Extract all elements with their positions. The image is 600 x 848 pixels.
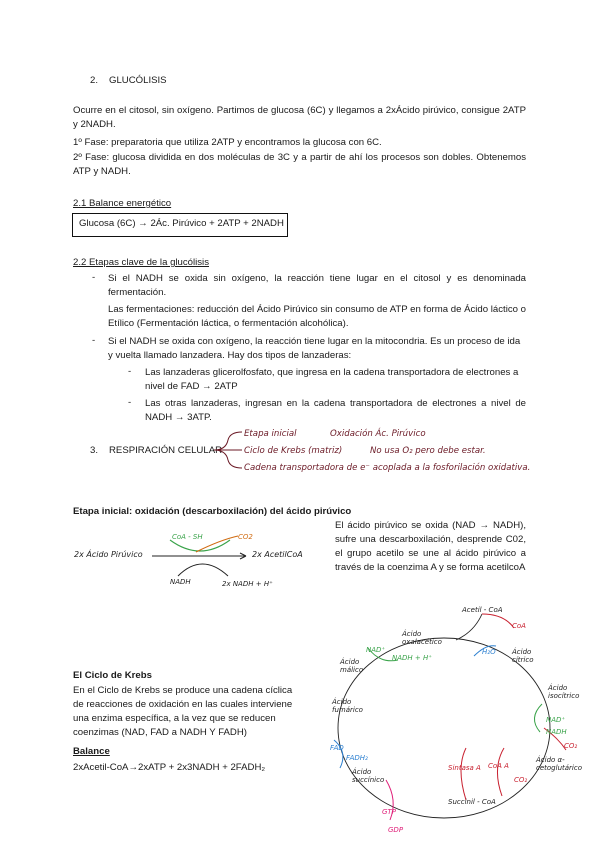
nadh-h-label: 2x NADH + H⁺: [222, 580, 273, 588]
stages-bullet-1-extra: Las fermentaciones: reducción del Ácido Pirúvico sin consumo de ATP en forma de Ácido láctico o Etílico (Fermentación láctica, o fermentación alcohólica).: [108, 304, 526, 329]
note-stage-1: Etapa inicial: [244, 429, 297, 439]
cycle-co2-a: CO₂: [564, 742, 578, 750]
coa-a-arrow: [497, 748, 504, 796]
co2-label: CO2: [238, 533, 253, 541]
section-2-number: 2.: [90, 75, 99, 86]
glycolysis-phase-1: 1º Fase: preparatoria que utiliza 2ATP y encontramos la glucosa con 6C.: [73, 137, 382, 148]
cycle-fadh2: FADH₂: [346, 754, 368, 762]
stages-heading: 2.2 Etapas clave de la glucólisis: [73, 257, 209, 268]
krebs-balance-label: Balance: [73, 746, 110, 757]
cycle-co2-b: CO₂: [514, 776, 528, 784]
cycle-ketoglutarate: Ácido α-cetoglutárico: [536, 756, 582, 772]
cycle-succinyl-coa: Succinil - CoA: [448, 798, 496, 806]
krebs-cycle-diagram: [306, 600, 596, 848]
brace-arrow-top: [214, 432, 242, 450]
pyruvate-label: 2x Ácido Pirúvico: [74, 550, 143, 559]
cycle-citrate: Ácido cítrico: [512, 648, 534, 664]
nad-ketoglutarate-arrow: [534, 704, 542, 732]
note-desc-1: Oxidación Ác. Pirúvico: [330, 429, 426, 439]
coa-release-arrow: [482, 614, 514, 628]
cycle-succinate: Ácido succínico: [352, 768, 385, 784]
coa-sh-label: CoA - SH: [172, 533, 203, 541]
krebs-balance-equation: 2xAcetil-CoA→2xATP + 2x3NADH + 2FADH₂: [73, 762, 266, 773]
note-stage-3: Cadena transportadora de e⁻ acoplada a la fosforilación oxidativa.: [244, 463, 531, 473]
cycle-oxaloacetate: Ácido oxalacético: [402, 630, 442, 646]
acetylcoa-label: 2x AcetilCoA: [252, 550, 303, 559]
cycle-nadh-2: NADH: [546, 728, 567, 736]
cycle-nadh-1: NADH + H⁺: [392, 654, 432, 662]
cycle-h2o: H₂O: [482, 648, 496, 656]
initial-heading: Etapa inicial: oxidación (descarboxilación) del ácido pirúvico: [73, 506, 352, 517]
glycolysis-phase-2: 2º Fase: glucosa dividida en dos moléculas de 3C y a partir de ahí los procesos son dobles. Obtenemos ATP y NADH.: [73, 152, 526, 177]
note-stage-2: Ciclo de Krebs (matriz): [244, 446, 343, 456]
cycle-nad-2: NAD⁺: [546, 716, 566, 724]
krebs-description: En el Ciclo de Krebs se produce una cadena cíclica de reacciones de oxidación en las cuales interviene una enzima específica, a la vez que se reducen coenzimas (NAD, FAD a NADH Y FADH): [73, 685, 293, 738]
section-3-title: RESPIRACIÓN CELULAR: [109, 445, 223, 456]
bullet-dash-2: -: [92, 335, 96, 346]
cycle-gtp: GTP: [382, 808, 396, 816]
brace-arrow-bottom: [214, 450, 242, 468]
cycle-fumarate: Ácido fumárico: [332, 698, 363, 714]
stages-sub-2: Las otras lanzaderas, ingresan en la cadena transportadora de electrones a nivel de NADH → 3ATP.: [145, 398, 526, 423]
acetyl-entry-arrow: [456, 614, 482, 640]
synthase-arrow: [461, 748, 466, 800]
balance-equation-box: [72, 213, 288, 237]
nadh-arc: [178, 564, 228, 576]
note-desc-2: No usa O₂ pero debe estar.: [370, 446, 486, 456]
nad-label: NADH: [170, 578, 191, 586]
cycle-fad: FAD: [330, 744, 344, 752]
cycle-synthase: Sintasa A: [448, 764, 481, 772]
section-3-number: 3.: [90, 445, 99, 456]
cycle-acetyl-coa: Acetil - CoA: [462, 606, 503, 614]
cycle-coa: CoA: [512, 622, 526, 630]
stages-bullet-1: Si el NADH se oxida sin oxígeno, la reacción tiene lugar en el citosol y es denominada fermentación.: [108, 273, 526, 298]
cycle-nad-1: NAD⁺: [366, 646, 386, 654]
krebs-heading: El Ciclo de Krebs: [73, 670, 152, 681]
cycle-coa-a: CoA A: [488, 762, 509, 770]
stages-sub-1: Las lanzaderas glicerolfosfato, que ingresa en la cadena transportadora de electrones a nivel de FAD → 2ATP: [145, 367, 519, 392]
cycle-gdp: GDP: [388, 826, 404, 834]
balance-heading: 2.1 Balance energético: [73, 198, 172, 209]
balance-equation: Glucosa (6C) → 2Ác. Pirúvico + 2ATP + 2NADH: [79, 218, 284, 229]
cycle-malate: Ácido málico: [340, 658, 364, 674]
initial-description: El ácido pirúvico se oxida (NAD → NADH), sufre una descarboxilación, desprende C02, el grupo acetilo se une al ácido pirúvico a través de la coenzima A y se forma acetilcoA: [335, 520, 526, 573]
section-2-title: GLUCÓLISIS: [109, 75, 167, 86]
stages-bullet-2: Si el NADH se oxida con oxígeno, la reacción tiene lugar en la mitocondria. Es un proceso de ida y vuelta llamado lanzadera. Hay dos tipos de lanzaderas:: [108, 336, 521, 361]
sub-bullet-dash-2: -: [128, 397, 132, 408]
sub-bullet-dash-1: -: [128, 366, 132, 377]
cycle-isocitrate: Ácido isocítrico: [548, 684, 580, 700]
bullet-dash-1: -: [92, 272, 96, 283]
glycolysis-intro: Ocurre en el citosol, sin oxígeno. Partimos de glucosa (6C) y llegamos a 2xÁcido pirúvico, consigue 2ATP y 2NADH.: [73, 105, 526, 130]
